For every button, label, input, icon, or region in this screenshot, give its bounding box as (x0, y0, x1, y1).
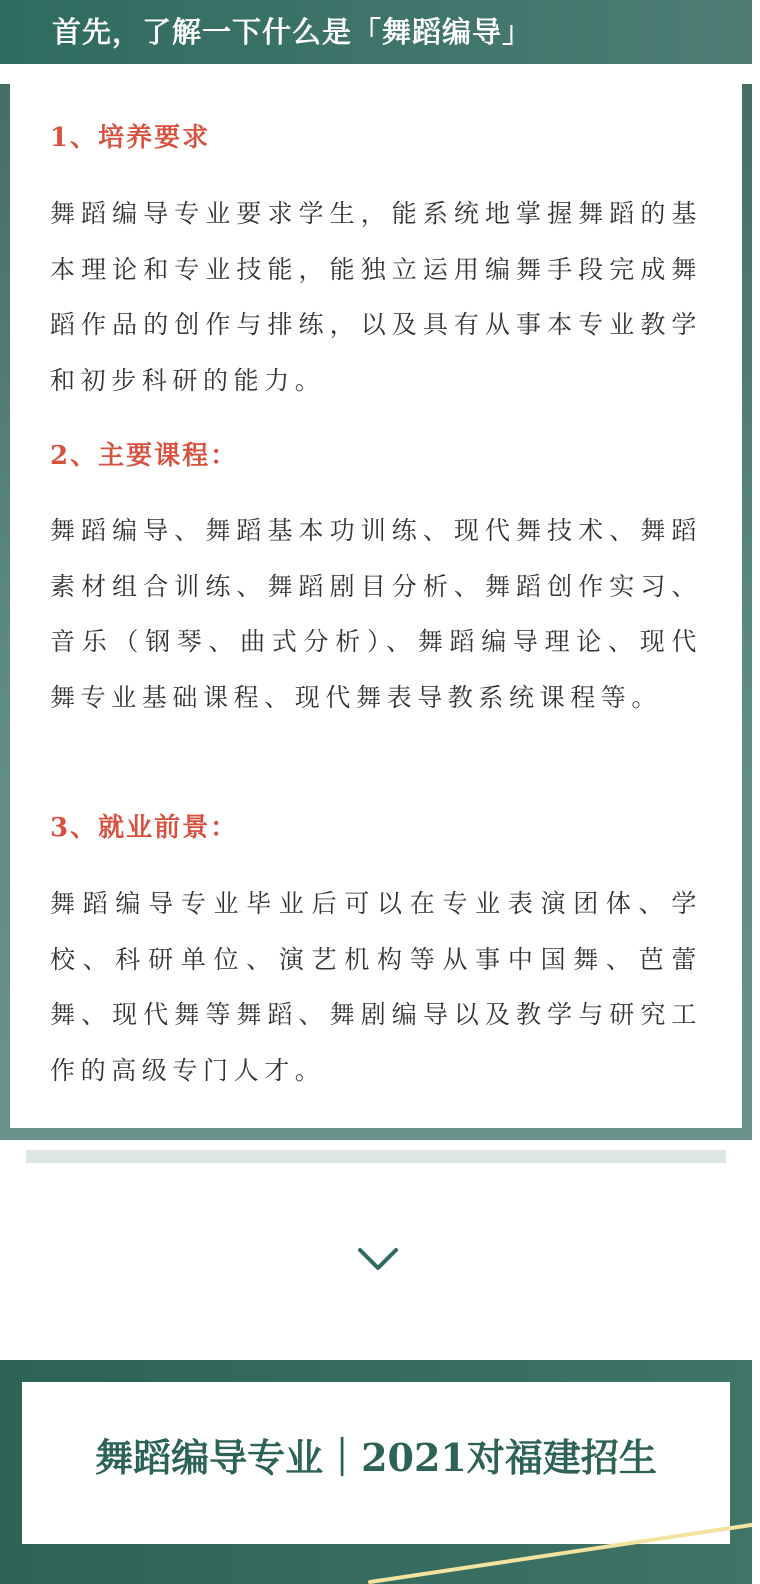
section-title-careers: 3、就业前景： (50, 813, 239, 843)
section-divider (26, 1150, 726, 1163)
header-bar (0, 0, 760, 64)
section-body-courses: 舞蹈编导、舞蹈基本功训练、现代舞技术、舞蹈素材组合训练、舞蹈剧目分析、舞蹈创作实习、音乐（钢琴、曲式分析）、舞蹈编导理论、现代舞专业基础课程、现代舞表导教系统课程等。 (50, 516, 702, 712)
section-title-training: 1、培养要求 (50, 123, 211, 153)
section-title-courses: 2、主要课程： (50, 441, 239, 471)
page-title: 首先，了解一下什么是「舞蹈编导」 (52, 15, 533, 49)
chevron-down-icon[interactable] (356, 1244, 400, 1274)
right-edge (752, 0, 760, 1584)
section-body-careers: 舞蹈编导专业毕业后可以在专业表演团体、学校、科研单位、演艺机构等从事中国舞、芭蕾舞、现代舞等舞蹈、舞剧编导以及教学与研究工作的高级专门人才。 (50, 889, 702, 1085)
decorative-streak (360, 1520, 760, 1584)
footer-title: 舞蹈编导专业｜2021对福建招生 (95, 1435, 657, 1480)
section-body-training: 舞蹈编导专业要求学生，能系统地掌握舞蹈的基本理论和专业技能，能独立运用编舞手段完成舞蹈作品的创作与排练，以及具有从事本专业教学和初步科研的能力。 (50, 199, 702, 395)
